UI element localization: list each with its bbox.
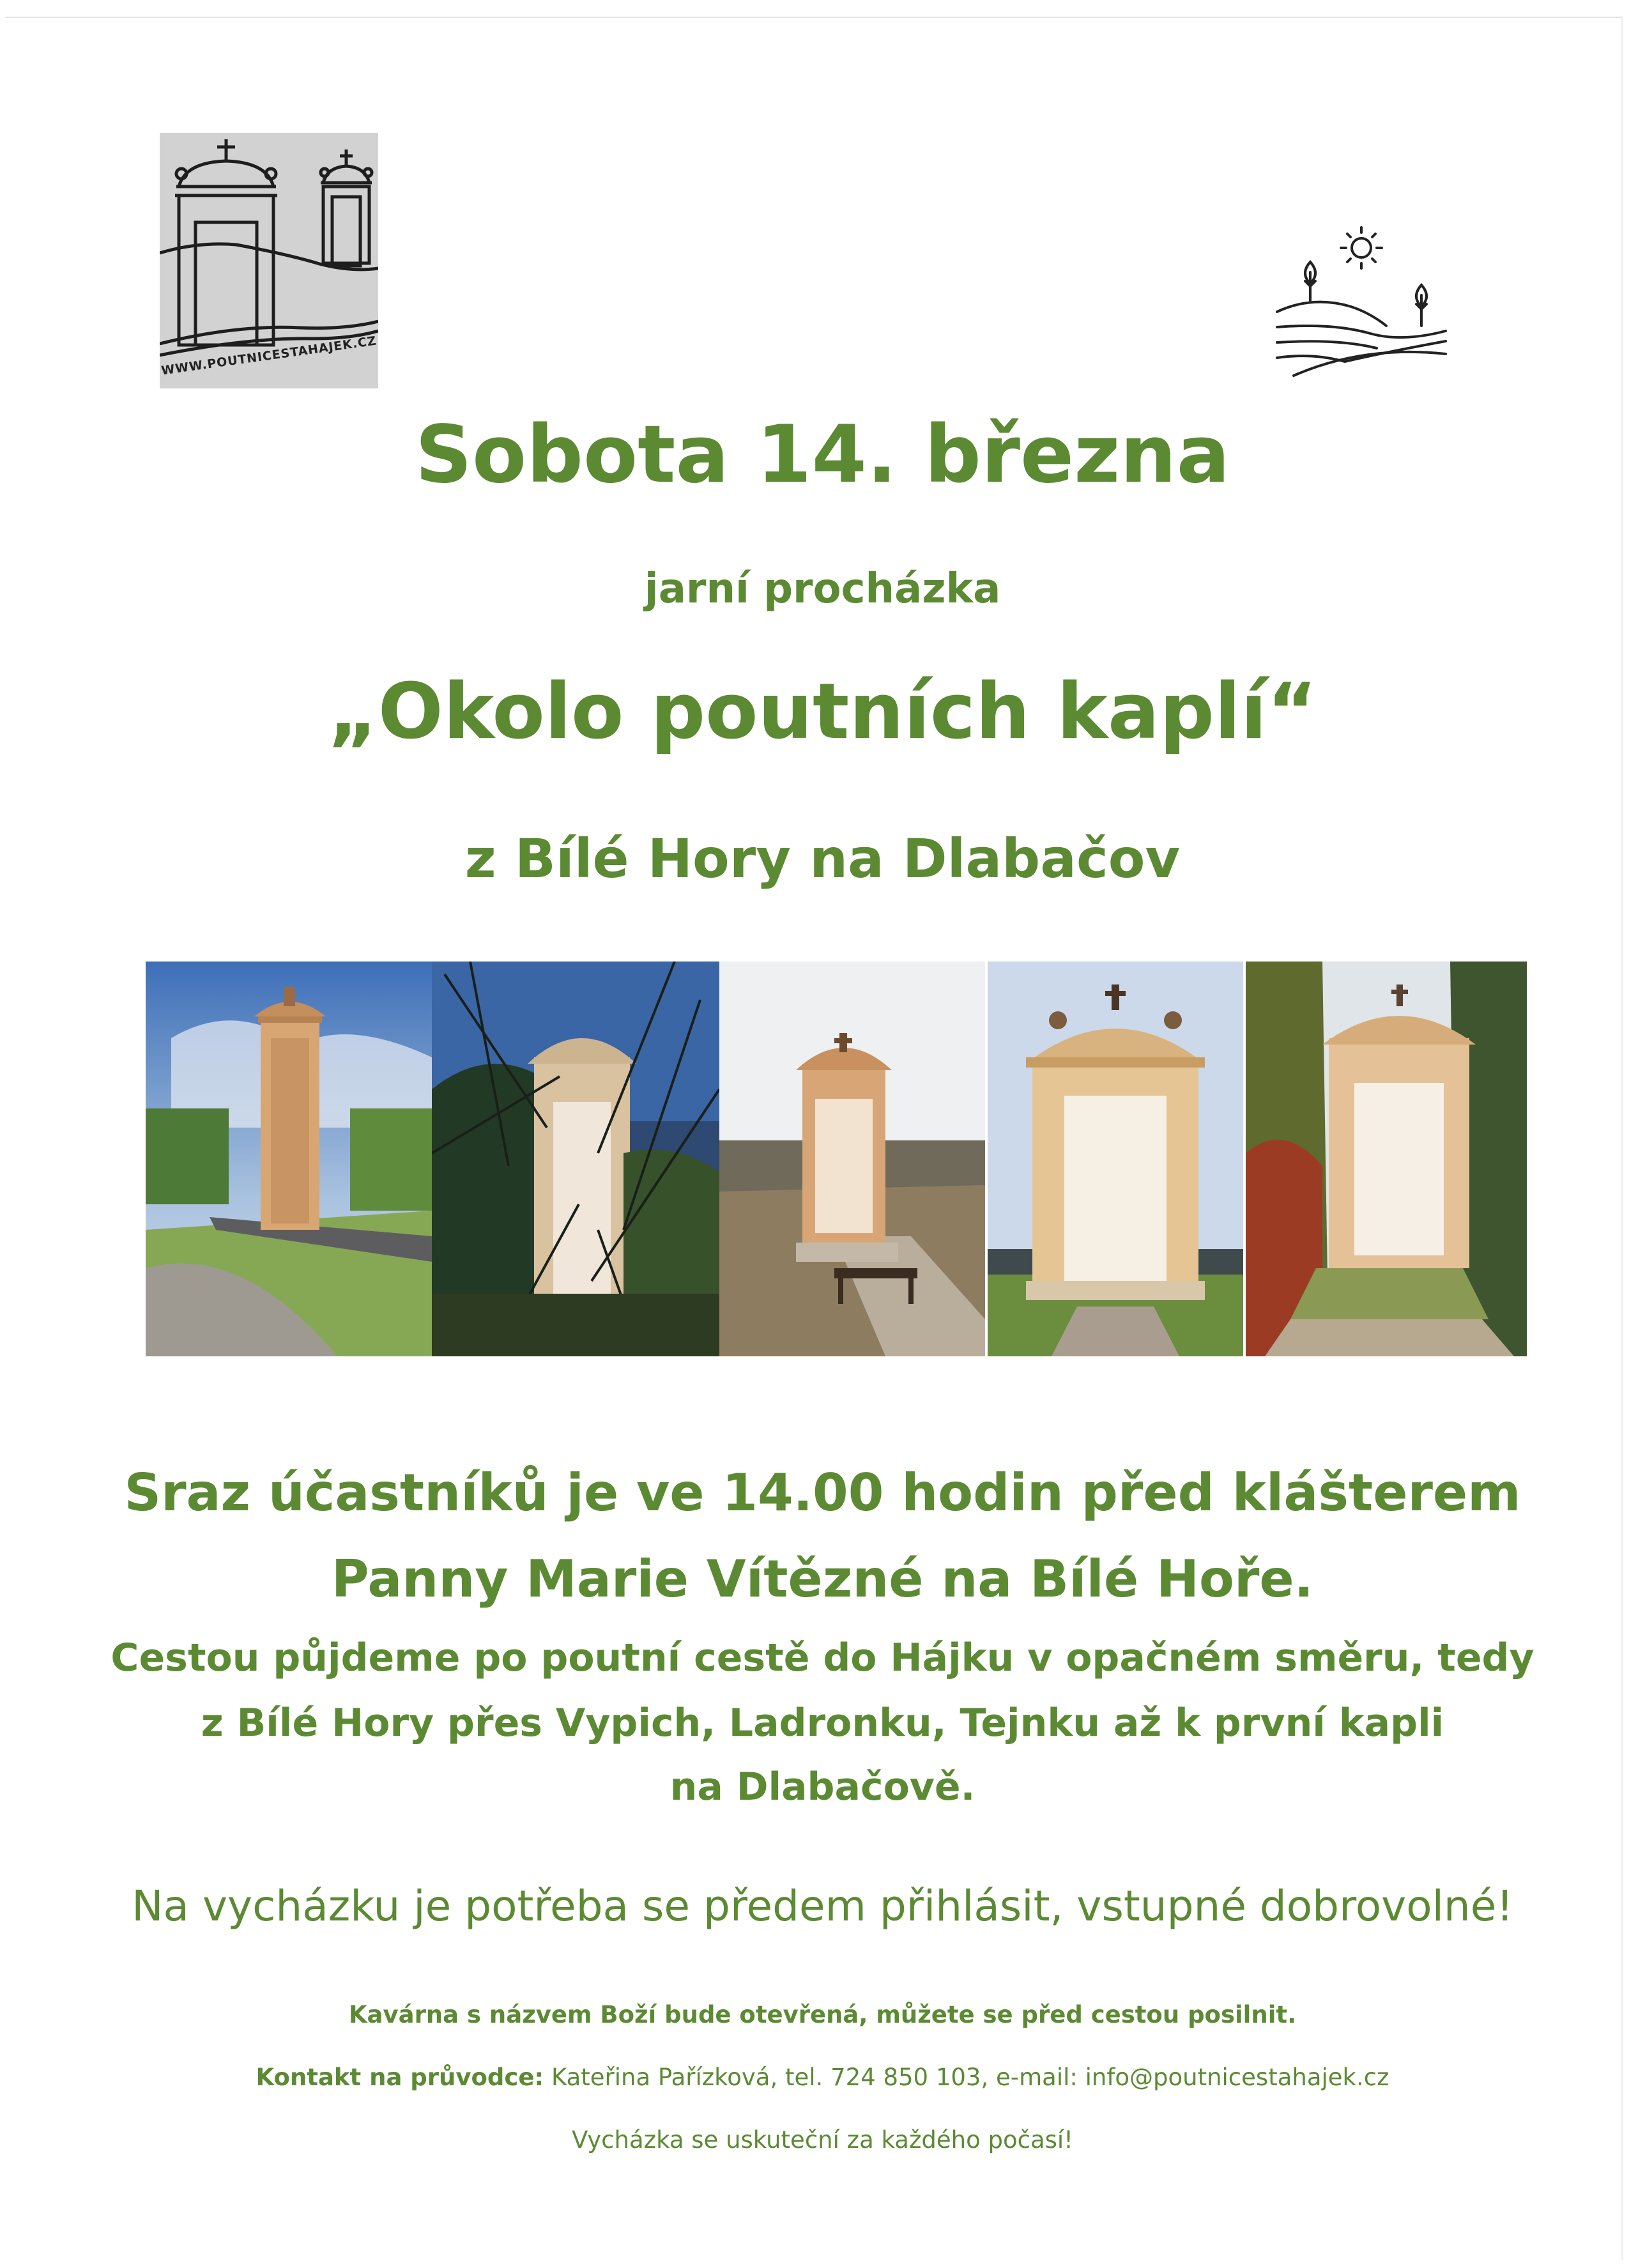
chapel-photo (1246, 962, 1527, 1356)
cafe-note: Kavárna s názvem Boží bude otevřená, můžete se před cestou posilnit. (348, 2001, 1297, 2028)
route-line-2: z Bílé Hory přes Vypich, Ladronku, Tejnku až k první kapli (201, 1701, 1444, 1745)
contact-line (0, 2064, 1645, 2091)
chapel-photo (988, 962, 1243, 1356)
sun-hills-tree-icon (1274, 217, 1450, 390)
contact-value: Kateřina Pařízková, tel. 724 850 103, e-mail: info@poutnicestahajek.cz (544, 2064, 1389, 2091)
weather-note: Vycházka se uskuteční za každého počasí! (571, 2126, 1074, 2154)
meeting-line-2: Panny Marie Vítězné na Bílé Hoře. (331, 1549, 1314, 1609)
logo-url: WWW.POUTNICESTAHAJEK.CZ (160, 333, 378, 378)
contact-label: Kontakt na průvodce: (256, 2064, 544, 2091)
meeting-line-1: Sraz účastníků je ve 14.00 hodin před klášterem (124, 1463, 1521, 1522)
event-route: z Bílé Hory na Dlabačov (464, 827, 1181, 890)
chapel-photo (432, 962, 719, 1356)
page-title: Sobota 14. března (415, 409, 1230, 501)
chapel-photo (719, 962, 985, 1356)
photo-strip (146, 962, 1527, 1356)
route-line-3: na Dlabačově. (669, 1765, 976, 1809)
event-type: jarní procházka (644, 565, 1001, 613)
chapel-photo (146, 962, 432, 1356)
registration-note: Na vycházku je potřeba se předem přihlásit, vstupné dobrovolné! (132, 1881, 1513, 1931)
chapels-logo (160, 133, 378, 388)
event-name: „Okolo poutních kaplí“ (327, 668, 1318, 756)
route-line-1: Cestou půjdeme po poutní cestě do Hájku v opačném směru, tedy (111, 1636, 1534, 1680)
